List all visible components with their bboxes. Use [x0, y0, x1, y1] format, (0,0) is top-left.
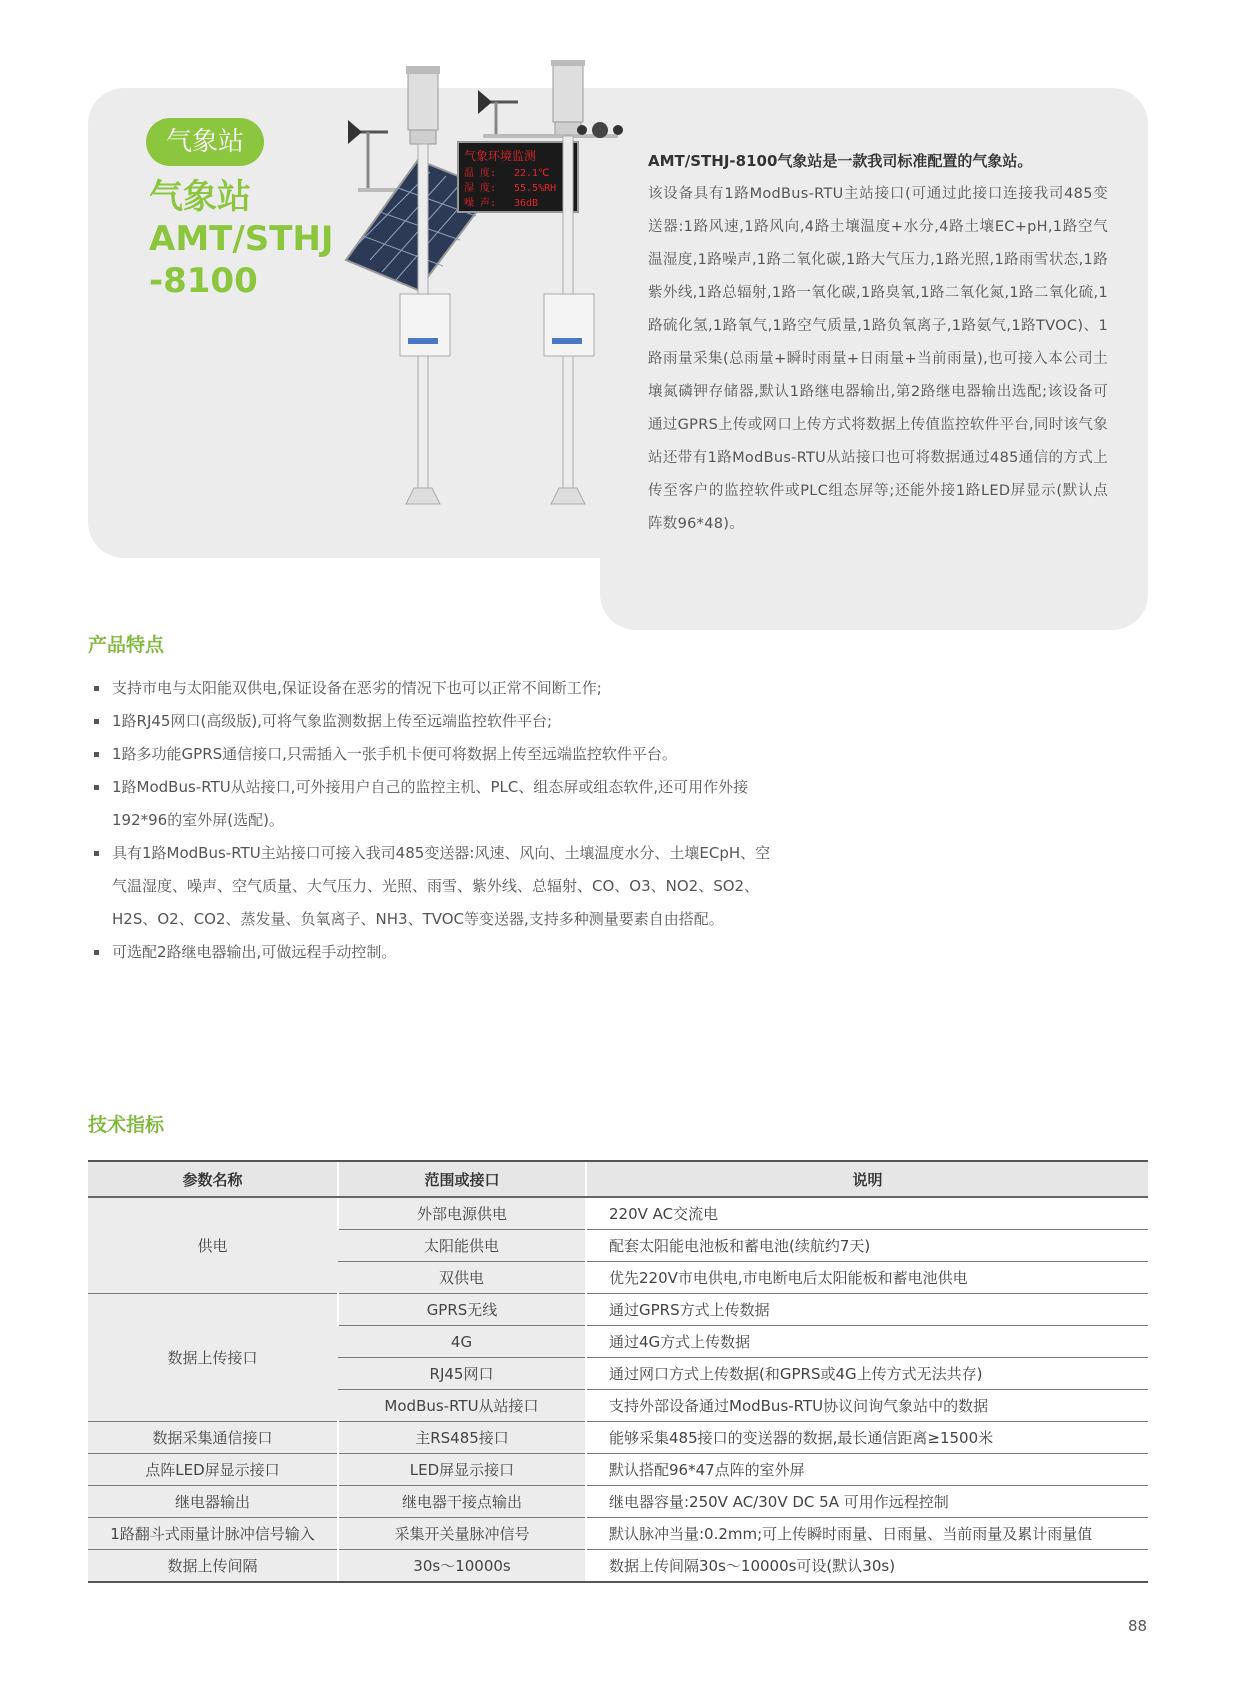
table-row [88, 1550, 1148, 1583]
station-left [346, 66, 498, 504]
table-row [88, 1422, 1148, 1454]
param-name: 数据上传接口 [88, 1294, 338, 1422]
feature-item: 1路多功能GPRS通信接口,只需插入一张手机卡便可将数据上传至远端监控软件平台。 [92, 738, 782, 771]
page-number: 88 [1128, 1617, 1148, 1635]
range-cell: 继电器干接点输出 [338, 1486, 586, 1518]
param-name: 继电器输出 [88, 1486, 338, 1518]
bullet-icon [94, 752, 99, 757]
range-cell: 采集开关量脉冲信号 [338, 1518, 586, 1550]
desc-cell: 220V AC交流电 [586, 1197, 1148, 1230]
param-name: 数据采集通信接口 [88, 1422, 338, 1454]
led-row-2-label: 温 度: [464, 168, 497, 179]
param-name: 点阵LED屏显示接口 [88, 1454, 338, 1486]
desc-cell: 通过GPRS方式上传数据 [586, 1294, 1148, 1326]
desc-cell: 默认搭配96*47点阵的室外屏 [586, 1454, 1148, 1486]
header-param: 参数名称 [88, 1161, 338, 1197]
table-row [88, 1197, 1148, 1230]
range-cell: GPRS无线 [338, 1294, 586, 1326]
category-badge: 气象站 [146, 118, 264, 166]
feature-item: 可选配2路继电器输出,可做远程手动控制。 [92, 936, 782, 969]
led-row-4-label: 噪 声: [464, 198, 497, 209]
bullet-icon [94, 851, 99, 856]
table-row [88, 1486, 1148, 1518]
station-right [458, 60, 623, 504]
desc-cell: 优先220V市电供电,市电断电后太阳能板和蓄电池供电 [586, 1262, 1148, 1294]
header-range: 范围或接口 [338, 1161, 586, 1197]
led-row-3-label: 湿 度: [464, 183, 497, 194]
feature-item: 1路RJ45网口(高级版),可将气象监测数据上传至远端监控软件平台; [92, 705, 782, 738]
product-title-line-3: -8100 [149, 261, 258, 301]
bullet-icon [94, 950, 99, 955]
range-cell: 主RS485接口 [338, 1422, 586, 1454]
led-row-3-value: 55.5%RH [514, 183, 557, 194]
product-title-line-2: AMT/STHJ [149, 219, 334, 259]
param-name: 供电 [88, 1197, 338, 1294]
desc-cell: 能够采集485接口的变送器的数据,最长通信距离≥1500米 [586, 1422, 1148, 1454]
desc-cell: 通过网口方式上传数据(和GPRS或4G上传方式无法共存) [586, 1358, 1148, 1390]
bullet-icon [94, 686, 99, 691]
product-title-line-1: 气象站 [149, 177, 251, 217]
led-row-2-value: 22.1℃ [514, 168, 550, 179]
intro-body: 该设备具有1路ModBus-RTU主站接口(可通过此接口连接我司485变送器:1路风速,1路风向,4路土壤温度+水分,4路土壤EC+pH,1路空气温湿度,1路噪声,1路二氧化碳,1路大气压力,1路光照,1路雨雪状态,1路紫外线,1路总辐射,1路一氧化碳,1路臭氧,1路二氧化氮,1路二氧化硫,1路硫化氢,1路氧气,1路空气质量,1路负氧离子,1路氨气,1路TVOC)、1路雨量采集(总雨量+瞬时雨量+日雨量+当前雨量),也可接入本公司土壤氮磷钾存储器,默认1路继电器输出,第2路继电器输出选配;该设备可通过GPRS上传或网口上传方式将数据上传值监控软件平台,同时该气象站还带有1路ModBus-RTU从站接口也可将数据通过485通信的方式上传至客户的监控软件或PLC组态屏等;还能外接1路LED屏显示(默认点阵数96*48)。 [648, 186, 1108, 532]
features-list [92, 672, 782, 969]
led-row-1: 气象环境监测 [464, 149, 537, 163]
led-row-4-value: 36dB [514, 198, 539, 209]
desc-cell: 配套太阳能电池板和蓄电池(续航约7天) [586, 1230, 1148, 1262]
specs-title: 技术指标 [88, 1114, 165, 1136]
range-cell: 4G [338, 1326, 586, 1358]
bullet-icon [94, 785, 99, 790]
desc-cell: 默认脉冲当量:0.2mm;可上传瞬时雨量、日雨量、当前雨量及累计雨量值 [586, 1518, 1148, 1550]
weather-station-illustration [318, 60, 638, 540]
param-name: 1路翻斗式雨量计脉冲信号输入 [88, 1518, 338, 1550]
spec-table [88, 1160, 1148, 1583]
features-title: 产品特点 [88, 634, 165, 656]
desc-cell: 数据上传间隔30s～10000s可设(默认30s) [586, 1550, 1148, 1583]
desc-cell: 通过4G方式上传数据 [586, 1326, 1148, 1358]
range-cell: 双供电 [338, 1262, 586, 1294]
table-row [88, 1454, 1148, 1486]
range-cell: ModBus-RTU从站接口 [338, 1390, 586, 1422]
param-name: 数据上传间隔 [88, 1550, 338, 1583]
range-cell: LED屏显示接口 [338, 1454, 586, 1486]
desc-cell: 支持外部设备通过ModBus-RTU协议问询气象站中的数据 [586, 1390, 1148, 1422]
feature-item: 具有1路ModBus-RTU主站接口可接入我司485变送器:风速、风向、土壤温度水分、土壤ECpH、空气温湿度、噪声、空气质量、大气压力、光照、雨雪、紫外线、总辐射、CO、O3、NO2、SO2、H2S、O2、CO2、蒸发量、负氧离子、NH3、TVOC等变送器,支持多种测量要素自由搭配。 [92, 837, 782, 936]
range-cell: 外部电源供电 [338, 1197, 586, 1230]
bullet-icon [94, 719, 99, 724]
feature-item: 支持市电与太阳能双供电,保证设备在恶劣的情况下也可以正常不间断工作; [92, 672, 782, 705]
table-row [88, 1294, 1148, 1326]
header-desc: 说明 [586, 1161, 1148, 1197]
table-row [88, 1518, 1148, 1550]
intro-heading: AMT/STHJ-8100气象站是一款我司标准配置的气象站。 [648, 152, 1033, 170]
range-cell: 30s～10000s [338, 1550, 586, 1583]
feature-item: 1路ModBus-RTU从站接口,可外接用户自己的监控主机、PLC、组态屏或组态软件,还可用作外接192*96的室外屏(选配)。 [92, 771, 782, 837]
spec-header-row [88, 1161, 1148, 1197]
range-cell: RJ45网口 [338, 1358, 586, 1390]
range-cell: 太阳能供电 [338, 1230, 586, 1262]
desc-cell: 继电器容量:250V AC/30V DC 5A 可用作远程控制 [586, 1486, 1148, 1518]
